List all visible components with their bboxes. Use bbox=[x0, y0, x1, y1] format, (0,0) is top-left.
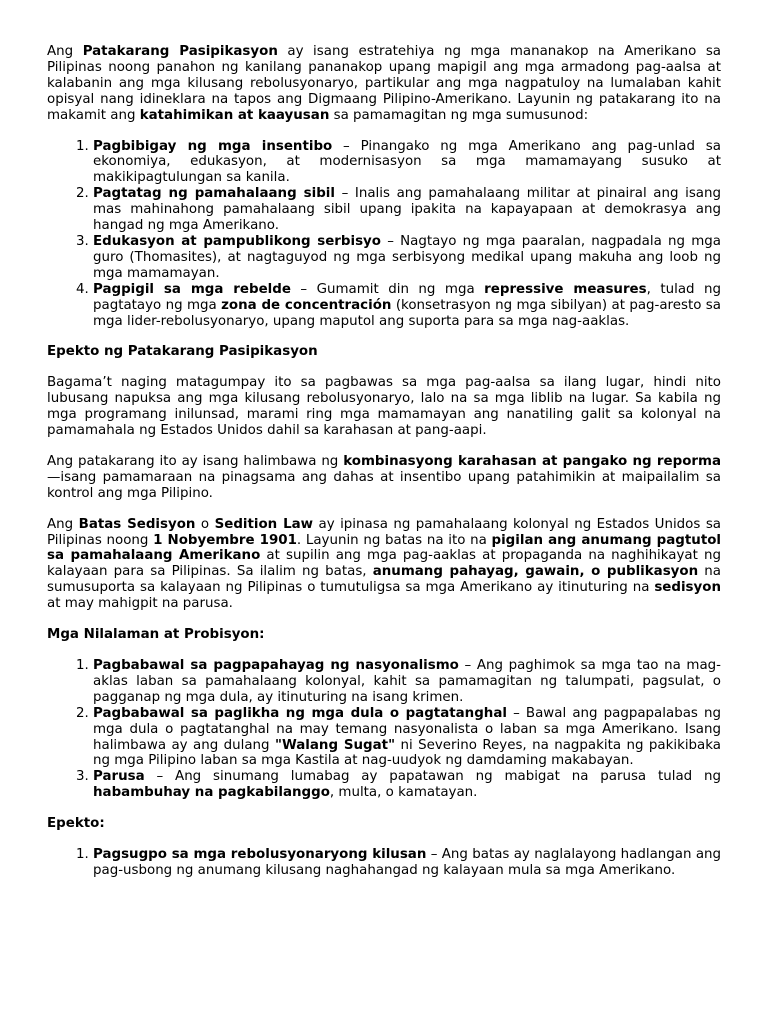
bold-term: Pagpigil sa mga rebelde bbox=[93, 281, 291, 297]
text: – Inalis ang pamahalaang militar at pinairal ang isang mas mahinahong pamahalaang sibil upang ipakita na kapayapaan at demokrasya ang hangad ng mga Amerikano. bbox=[93, 186, 721, 234]
text: , tulad ng pagtatayo ng mga bbox=[93, 281, 722, 313]
list-item bbox=[93, 139, 721, 187]
bold-term: Edukasyon at pampublikong serbisyo bbox=[93, 233, 381, 249]
text: – Pinangako ng mga Amerikano ang pag-unlad sa ekonomiya, edukasyon, at modernisasyon sa mga mamamayang susuko at makikipagtulungan sa kanila. bbox=[93, 138, 721, 186]
bold-term: katahimikan at kaayusan bbox=[139, 107, 330, 123]
text: – Ang sinumang lumabag ay papatawan ng mabigat na parusa tulad ng bbox=[144, 769, 721, 785]
section-heading: Epekto ng Patakarang Pasipikasyon bbox=[47, 344, 318, 360]
bold-term: Parusa bbox=[93, 769, 145, 785]
bold-term: Pagsugpo sa mga rebolusyonaryong kilusan bbox=[93, 847, 427, 863]
text: at may mahigpit na parusa. bbox=[47, 596, 233, 612]
paragraph bbox=[47, 454, 721, 502]
text: – Gumamit din ng mga bbox=[290, 281, 485, 297]
text: , multa, o kamatayan. bbox=[329, 785, 478, 801]
text: ni Severino Reyes, na nagpakita ng pakikibaka ng mga Pilipino laban sa mga Kastila at nag-uudyok ng damdaming makabayan. bbox=[93, 737, 721, 769]
text: na sumusuporta sa kalayaan ng Pilipinas o tumutuligsa sa mga Amerikano ay itinuturing na bbox=[47, 564, 722, 596]
text: ay isang estratehiya ng mga mananakop na Amerikano sa Pilipinas noong panahon ng kanilang pananakop upang mapigil ang mga armadong pag-aalsa at kalabanin ang mga kilusang rebolusyonaryo, partikular ang mga nagpatuloy na lumalaban kahit opisyal nang idineklara na tapos ang Digmaang Pilipino-Amerikano. Layunin ng patakarang ito na makamit ang bbox=[47, 44, 721, 123]
text: – Nagtayo ng mga paaralan, nagpadala ng mga guro (Thomasites), at nagtaguyod ng mga serbisyong medikal upang makuha ang loob ng mga mamamayan. bbox=[93, 233, 721, 281]
bold-term: Pagbibigay ng mga insentibo bbox=[93, 138, 333, 154]
text: – Ang batas ay naglalayong hadlangan ang pag-usbong ng anumang kilusang naghahangad ng kalayaan mula sa mga Amerikano. bbox=[93, 847, 722, 878]
effects-list bbox=[47, 847, 721, 879]
bold-term: anumang pahayag, gawain, o publikasyon bbox=[372, 564, 699, 580]
list-item bbox=[93, 706, 721, 770]
list-item bbox=[93, 282, 721, 330]
bold-term: Sedition Law bbox=[214, 516, 314, 532]
list-item bbox=[93, 769, 721, 801]
list-item bbox=[93, 658, 721, 706]
text: sa pamamagitan ng mga sumusunod: bbox=[329, 107, 589, 123]
paragraph: Bagama’t naging matagumpay ito sa pagbawas sa mga pag-aalsa sa ilang lugar, hindi nito lubusang napuksa ang mga kilusang rebolusyonaryo, lalo na sa mga liblib na lugar. Sa kabila ng mga programang inilunsad, marami ring mga mamamayan ang nanatiling galit sa kolonyal na pamamahala ng Estados Unidos dahil sa karahasan at pang-aapi. bbox=[47, 375, 721, 439]
text: ay ipinasa ng pamahalaang kolonyal ng Estados Unidos sa Pilipinas noong bbox=[47, 516, 721, 548]
text: (konsetrasyon ng mga sibilyan) at pag-aresto sa mga lider-rebolusyonaryo, upang maputol ang suporta para sa mga nag-aaklas. bbox=[93, 297, 721, 329]
pasipikasyon-measures-list bbox=[47, 139, 721, 330]
list-item bbox=[93, 234, 721, 282]
paragraph bbox=[47, 517, 721, 612]
text: – Bawal ang pagpapalabas ng mga dula o pagtatanghal na may temang nasyonalista o laban sa mga Amerikano. Isang halimbawa ay ang dulang bbox=[93, 705, 721, 753]
section-heading: Mga Nilalaman at Probisyon: bbox=[47, 627, 265, 643]
bold-term: Batas Sedisyon bbox=[78, 516, 196, 532]
text: Ang patakarang ito ay isang halimbawa ng bbox=[47, 453, 344, 469]
intro-paragraph bbox=[47, 44, 721, 124]
text: Ang bbox=[47, 516, 79, 532]
bold-term: repressive measures bbox=[484, 281, 647, 297]
bold-term: habambuhay na pagkabilanggo bbox=[93, 785, 330, 801]
bold-term: Pagbabawal sa pagpapahayag ng nasyonalismo bbox=[93, 658, 459, 673]
bold-term: pigilan ang anumang pagtutol sa pamahalaang Amerikano bbox=[47, 532, 722, 564]
text: at supilin ang mga pag-aaklas at propaganda na naghihikayat ng kalayaan para sa Pilipinas. Sa ilalim ng batas, bbox=[47, 548, 721, 580]
bold-term: zona de concentración bbox=[221, 297, 392, 313]
text: —isang pamamaraan na pinagsama ang dahas at insentibo upang patahimikin at maipailalim sa kontrol ang mga Pilipino. bbox=[47, 469, 721, 501]
text: . Layunin ng batas na ito na bbox=[296, 532, 492, 548]
section-heading: Epekto: bbox=[47, 816, 105, 832]
bold-term: 1 Nobyembre 1901 bbox=[153, 532, 297, 548]
text: – Ang paghimok sa mga tao na mag-aklas laban sa pamahalaang kolonyal, kahit sa pamamagitan ng talumpati, pagsulat, o pagganap ng mga dula, ay itinuturing na isang krimen. bbox=[93, 658, 721, 705]
bold-term: sedisyon bbox=[654, 580, 721, 596]
text: o bbox=[195, 516, 215, 532]
bold-term: Pagbabawal sa paglikha ng mga dula o pagtatanghal bbox=[93, 705, 507, 721]
text: Ang bbox=[47, 44, 83, 59]
bold-term: Pagtatag ng pamahalaang sibil bbox=[93, 186, 335, 202]
list-item bbox=[93, 847, 721, 879]
bold-term: kombinasyong karahasan at pangako ng reporma bbox=[343, 453, 721, 469]
bold-term: "Walang Sugat" bbox=[274, 737, 396, 753]
provisions-list bbox=[47, 658, 721, 801]
bold-term: Patakarang Pasipikasyon bbox=[82, 44, 278, 59]
list-item bbox=[93, 186, 721, 234]
